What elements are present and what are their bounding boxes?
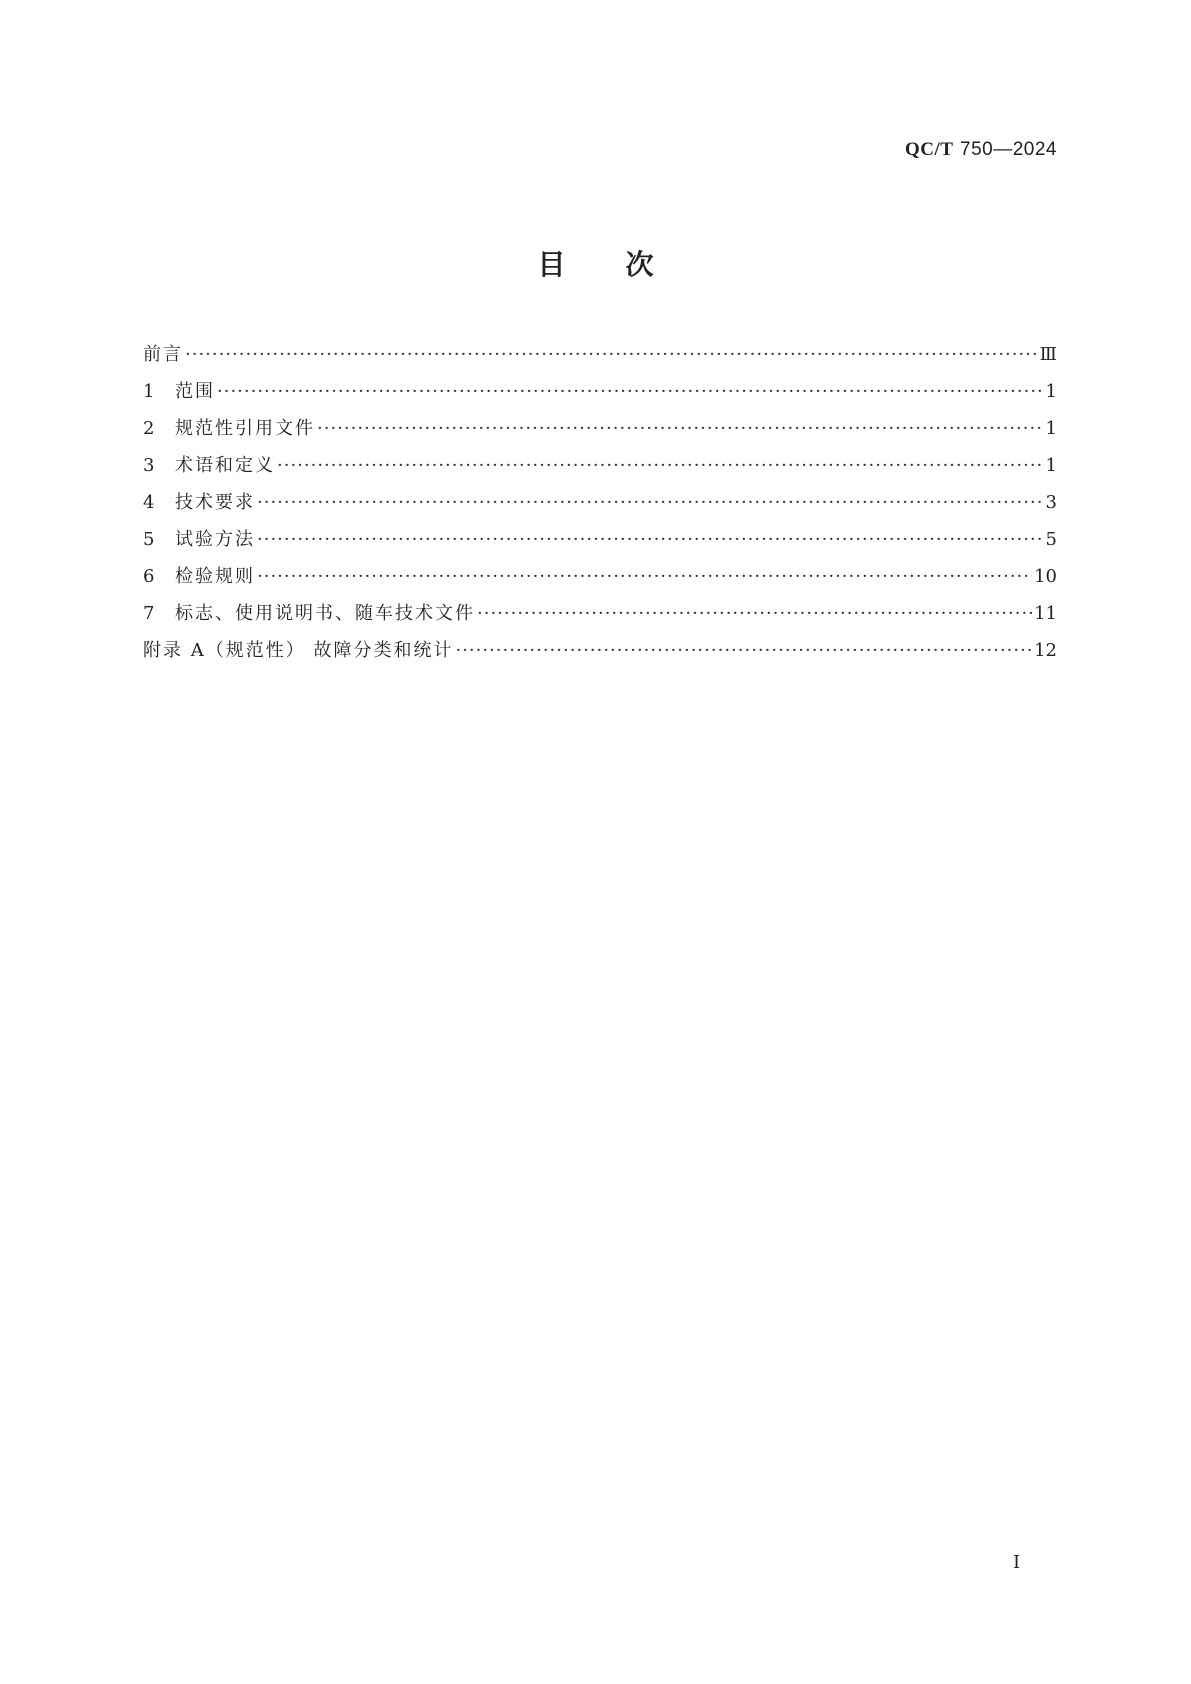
toc-entry-label: 检验规则 — [175, 566, 255, 587]
standard-code-number: 750—2024 — [960, 139, 1057, 160]
toc-dot-leader — [477, 603, 1032, 624]
toc-entry-page: 5 — [1045, 529, 1057, 550]
toc-entry-number: 4 — [143, 492, 155, 513]
toc-entry-terms-definitions[interactable] — [143, 451, 1057, 488]
toc-dot-leader — [217, 381, 1044, 402]
toc-entry-number: 2 — [143, 418, 155, 439]
toc-entry-normative-references[interactable] — [143, 414, 1057, 451]
toc-entry-page: 3 — [1045, 492, 1057, 513]
toc-entry-number: 3 — [143, 455, 155, 476]
toc-entry-page: 1 — [1045, 455, 1057, 476]
toc-entry-number: 5 — [143, 529, 155, 550]
toc-entry-page: Ⅲ — [1039, 344, 1057, 365]
toc-entry-label: 试验方法 — [175, 529, 255, 550]
toc-entry-label: 技术要求 — [175, 492, 255, 513]
toc-dot-leader — [455, 640, 1032, 661]
toc-dot-leader — [257, 492, 1044, 513]
standard-code-prefix: QC/T — [905, 139, 954, 160]
toc-entry-number: 7 — [143, 603, 155, 624]
page-number: Ⅰ — [1013, 1552, 1021, 1573]
toc-entry-page: 12 — [1034, 640, 1057, 661]
toc-dot-leader — [317, 418, 1044, 439]
toc-entry-label: 规范性引用文件 — [175, 418, 315, 439]
table-of-contents — [143, 340, 1057, 673]
toc-entry-number: 6 — [143, 566, 155, 587]
toc-dot-leader — [257, 529, 1044, 550]
toc-dot-leader — [277, 455, 1044, 476]
toc-entry-appendix-a[interactable] — [143, 636, 1057, 673]
toc-entry-label: 附录 A（规范性） 故障分类和统计 — [143, 640, 454, 661]
toc-entry-label: 标志、使用说明书、随车技术文件 — [175, 603, 475, 624]
toc-entry-test-methods[interactable] — [143, 525, 1057, 562]
toc-entry-page: 1 — [1045, 418, 1057, 439]
toc-entry-page: 1 — [1045, 381, 1057, 402]
toc-entry-page: 11 — [1034, 603, 1057, 624]
toc-entry-inspection-rules[interactable] — [143, 562, 1057, 599]
toc-entry-scope[interactable] — [143, 377, 1057, 414]
toc-dot-leader — [185, 344, 1038, 365]
standard-code — [905, 138, 1057, 161]
toc-entry-label: 范围 — [175, 381, 215, 402]
toc-dot-leader — [257, 566, 1032, 587]
toc-entry-number: 1 — [143, 381, 155, 402]
toc-entry-label: 前言 — [143, 344, 183, 365]
toc-entry-foreword[interactable] — [143, 340, 1057, 377]
toc-entry-page: 10 — [1034, 566, 1057, 587]
toc-entry-marking-documents[interactable] — [143, 599, 1057, 636]
page-title: 目次 — [537, 248, 714, 281]
toc-entry-label: 术语和定义 — [175, 455, 275, 476]
toc-entry-technical-requirements[interactable] — [143, 488, 1057, 525]
